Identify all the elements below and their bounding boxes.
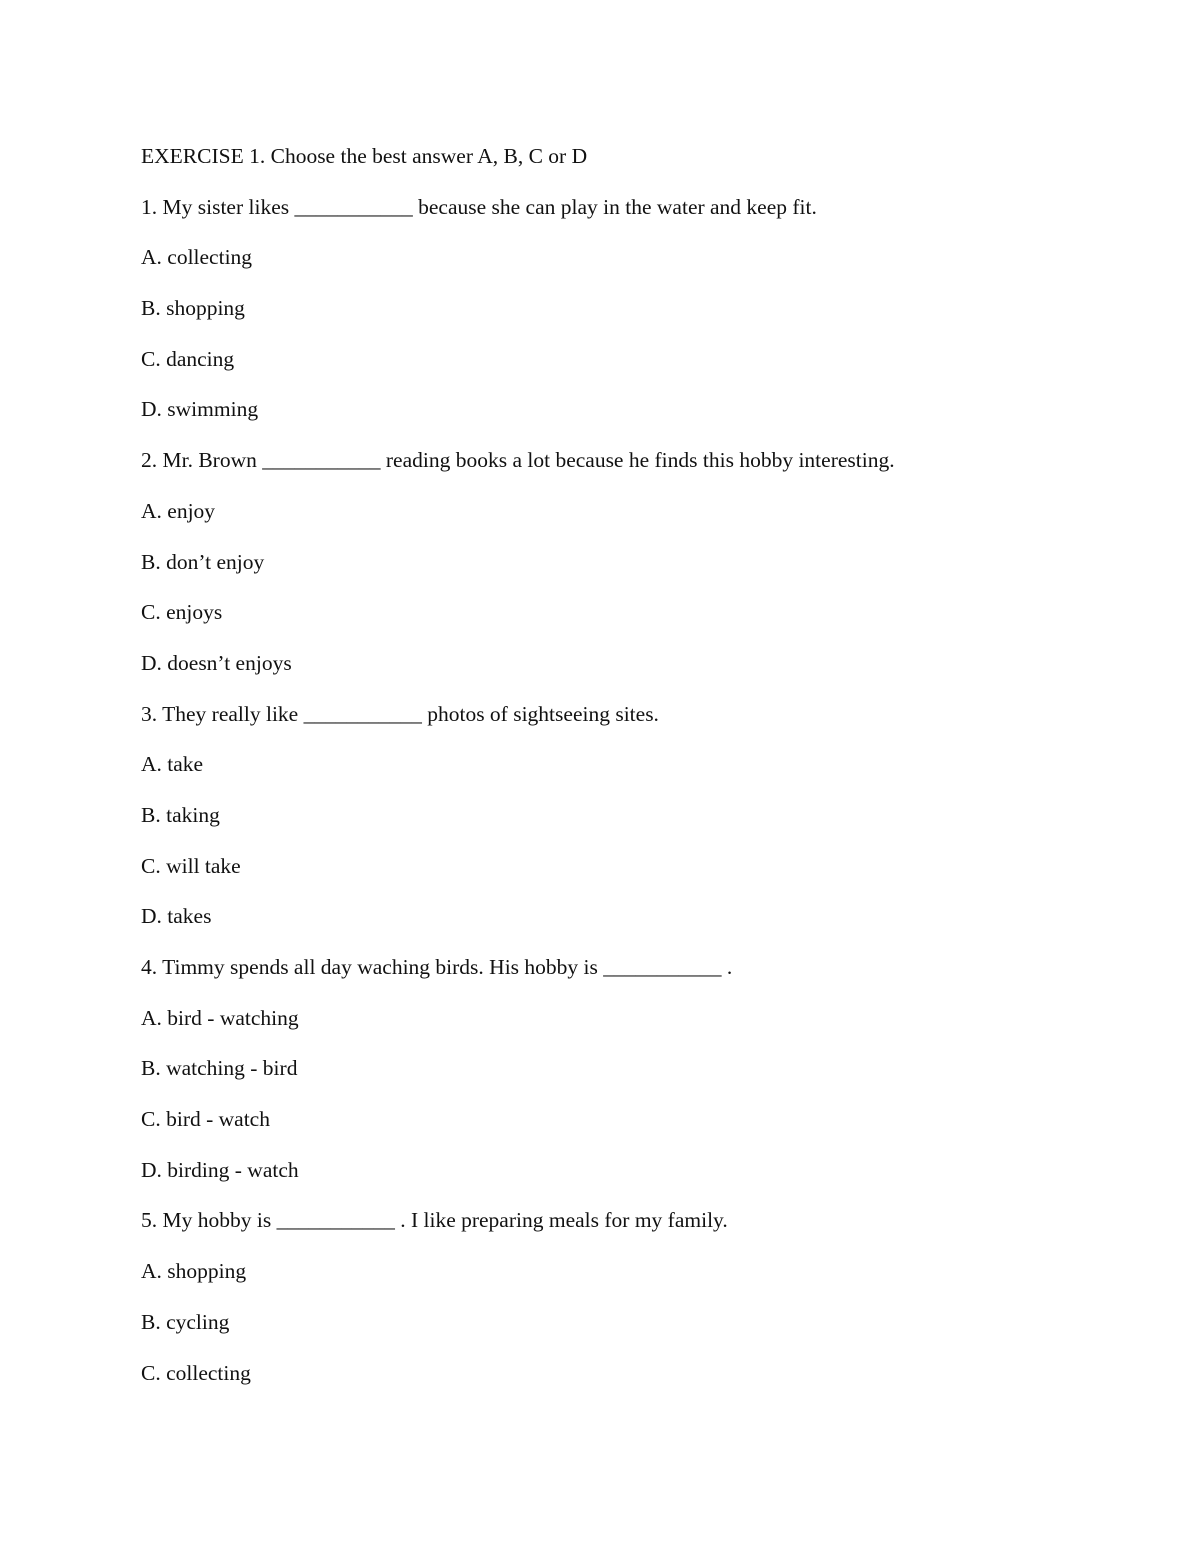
question-4 <box>141 952 1101 1205</box>
answer-option-c: C. enjoys <box>141 600 223 625</box>
answer-option-a: A. take <box>141 752 204 777</box>
question-1 <box>141 192 1101 445</box>
answer-option-d: D. takes <box>141 904 212 929</box>
question-2 <box>141 445 1101 698</box>
answer-option-a: A. enjoy <box>141 498 216 523</box>
answer-option-c: C. collecting <box>141 1360 251 1385</box>
question-stem: 4. Timmy spends all day waching birds. His hobby is ___________ . <box>141 955 733 979</box>
answer-option-b: B. taking <box>141 802 220 827</box>
exercise-body <box>141 141 1101 1408</box>
answer-option-b: B. don’t enjoy <box>141 549 265 574</box>
answer-option-b: B. cycling <box>141 1309 230 1334</box>
answer-option-d: D. swimming <box>141 397 259 422</box>
question-5 <box>141 1205 1101 1408</box>
answer-option-b: B. shopping <box>141 296 245 321</box>
question-stem: 5. My hobby is ___________ . I like preparing meals for my family. <box>141 1208 728 1233</box>
question-stem: 1. My sister likes ___________ because she can play in the water and keep fit. <box>141 194 817 219</box>
answer-option-d: D. birding - watch <box>141 1157 299 1182</box>
answer-option-a: A. bird - watching <box>141 1005 299 1030</box>
answer-option-b: B. watching - bird <box>141 1056 298 1081</box>
answer-option-c: C. dancing <box>141 346 235 371</box>
answer-option-a: A. shopping <box>141 1259 247 1284</box>
answer-option-c: C. bird - watch <box>141 1107 270 1132</box>
answer-option-c: C. will take <box>141 853 241 878</box>
answer-option-a: A. collecting <box>141 245 253 270</box>
exercise-heading: EXERCISE 1. Choose the best answer A, B, C or D <box>141 144 588 168</box>
question-stem: 2. Mr. Brown ___________ reading books a lot because he finds this hobby interesting. <box>141 448 895 473</box>
question-stem: 3. They really like ___________ photos of sightseeing sites. <box>141 701 659 726</box>
question-3 <box>141 699 1101 952</box>
answer-option-d: D. doesn’t enjoys <box>141 650 292 675</box>
